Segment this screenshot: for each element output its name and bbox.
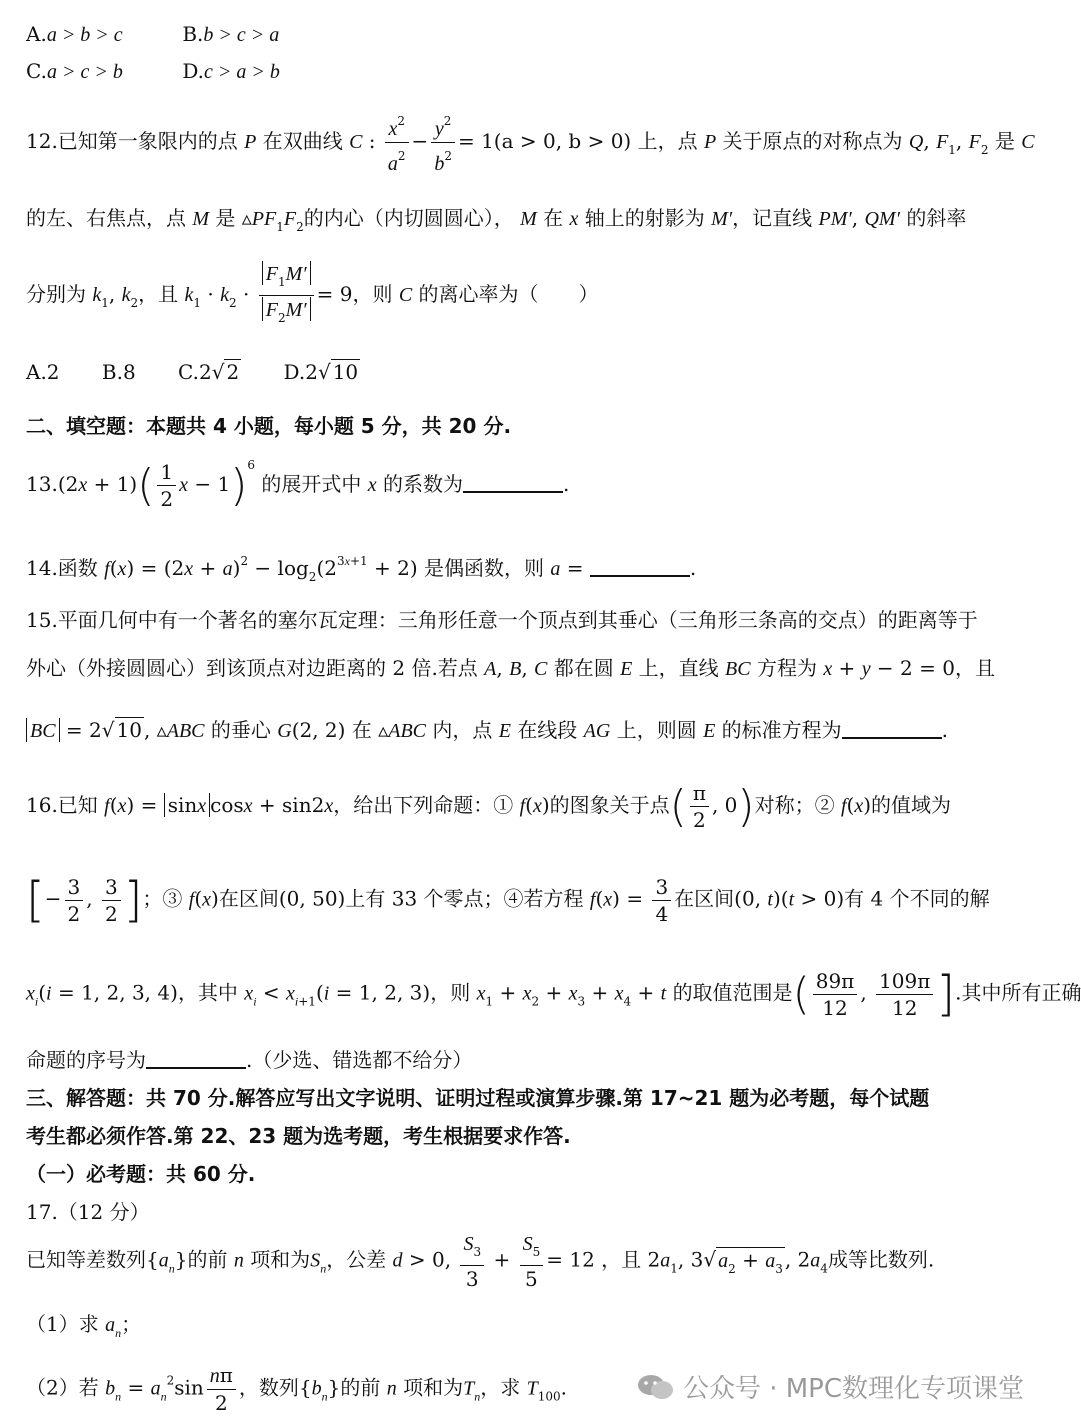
q16-l2c: 上有 33 个零点；④若方程 [345, 886, 584, 911]
q12-text-in: 在双曲线 [262, 129, 343, 153]
q12-cond: = 1(a > 0, b > 0) [457, 129, 632, 153]
q15-l3e: 上，则圆 [616, 718, 697, 742]
q14: 14.函数 $f(x) = (2x + a)^2 - \log_2(2^{3x+1} + 2)$ 是偶函数，则 a = . [26, 554, 697, 584]
q12-l2f: ，记直线 [732, 206, 813, 230]
q12-line-1: 12.已知第一象限内的点 P 在双曲线 C : $\frac{x^2}{a^2}$ − $\frac{y^2}{b^2}$ = 1(a > 0, b > 0) 上，点 P 关于原点的对称点为 Q, $F_1$, $F_2$ 是 C [26, 108, 1035, 177]
section-3-subtitle: （一）必考题：共 60 分. [26, 1162, 256, 1186]
q12-l2c: 的内心（内切圆圆心）， [303, 206, 514, 230]
q12-option-b: B.8 [101, 360, 136, 384]
q16-l3b: ，则 [430, 980, 471, 1005]
q15-l3c: 内，点 [432, 718, 493, 742]
section-3-title-line-1: 三、解答题：共 70 分.解答应写出文字说明、证明过程或演算步骤.第 17~21 题为必考题，每个试题 [26, 1086, 930, 1110]
option-c-expr: a > c > b [46, 61, 123, 83]
q12-l2a: 的左、右焦点，点 [26, 206, 186, 230]
q17-p1: （1）求 [26, 1312, 99, 1336]
q15-line-2: 外心（外接圆圆心）到该顶点对边距离的 2 倍.若点 A, B, C 都在圆 E 上，直线 BC 方程为 x + y − 2 = 0，且 [26, 656, 995, 680]
q17-p2a: （2）若 [26, 1375, 99, 1400]
q17-lf: 成等比数列. [827, 1247, 935, 1272]
q16-l3c: 的取值范围是 [672, 980, 793, 1005]
q12-is: 是 [994, 129, 1015, 153]
q12-option-a: A.2 [26, 360, 60, 384]
q13-text: 的展开式中 [261, 472, 362, 496]
q12-l3a: 分别为 [26, 282, 86, 306]
watermark [637, 1368, 1024, 1405]
q13-num: 13. [26, 472, 58, 496]
q13: 13.(2x + 1)( $\frac{1}{2}$ x − 1)$^6$ 的展开式中 x 的系数为 . [26, 458, 570, 511]
q14-answer-blank [590, 557, 690, 577]
q12-l2g: 的斜率 [906, 206, 967, 230]
q12-l3b: ，且 [138, 282, 179, 306]
q15-line-1: 15.平面几何中有一个著名的塞尔瓦定理：三角形任意一个顶点到其垂心（三角形三条高的交点）的距离等于 [26, 608, 978, 632]
q15-line-3: BC = 2√ 10 , ▵ABC 的垂心 G(2, 2) 在 ▵ABC 内，点 E 在线段 AG 上，则圆 E 的标准方程为 . [26, 714, 948, 743]
q17-part-2: （2）若 $b_n = a_n^2\sin$ $\frac{n\pi}{2}$ ，数列$\{b_n\}$的前 n 项和为$T_n$，求 $T_{100}$. [26, 1363, 567, 1415]
q16-line-2: [− $\frac{3}{2}$ , $\frac{3}{2}$ ]；③ f(x)在区间(0, 50)上有 33 个零点；④若方程 f(x) = $\frac{3}{4}$ 在区间(0, t)(t > 0)有 4 个不同的解 [26, 872, 990, 928]
option-b-label: B. [182, 22, 204, 46]
q16-l4b: .（少选、错选都不给分） [246, 1048, 473, 1072]
q12-option-c: C. [178, 360, 199, 384]
q13-tail: 的系数为 [383, 472, 464, 496]
q12-mid: 上，点 [637, 129, 698, 153]
q15-l2a: 外心（外接圆圆心）到该顶点对边距离的 2 倍.若点 [26, 656, 478, 680]
q16-l3d: .其中所有正确 [955, 980, 1081, 1005]
option-d-label: D. [182, 59, 205, 83]
q12-sym: 关于原点的对称点为 [722, 129, 903, 153]
q12-prefix: 12.已知第一象限内的点 [26, 129, 238, 153]
q15-l2e: ，且 [954, 656, 995, 680]
option-a-expr: a > b > c [46, 24, 123, 46]
wechat-icon [637, 1373, 675, 1401]
q12-l2b: 是 [215, 206, 236, 230]
q16-answer-blank [146, 1049, 246, 1069]
q16-l1b: ，给出下列命题：① [333, 793, 514, 817]
q15-l3a: 的垂心 [210, 718, 271, 742]
option-c-label: C. [26, 59, 47, 83]
section-3-title-line-2: 考生都必须作答.第 22、23 题为选考题，考生根据要求作答. [26, 1124, 571, 1148]
q15-l2b: 都在圆 [553, 656, 614, 680]
q15-l3b: 在 [351, 718, 372, 742]
q14-text: 是偶函数，则 [424, 556, 544, 580]
q12-line-2: 的左、右焦点，点 M 是 $▵PF_1F_2$的内心（内切圆圆心）， M 在 x 轴上的射影为 M′，记直线 PM′, QM′ 的斜率 [26, 206, 967, 234]
q16-l3a: ，其中 [177, 980, 238, 1005]
q16-l2d: 在区间 [674, 886, 735, 911]
q16-l1c: 的图象关于点 [549, 793, 670, 817]
q12-line-3: 分别为 $k_1$, $k_2$，且 $k_1 \cdot k_2$ · $\frac{F_1M'}{F_2M'}$ = 9，则 C 的离心率为（ ） [26, 260, 599, 331]
option-a-label: A. [26, 22, 47, 46]
q17-lb: 的前 [187, 1247, 228, 1272]
q13-answer-blank [463, 473, 563, 493]
q17-p2c: 的前 [340, 1375, 381, 1400]
q17-le: = 12 ，且 [546, 1247, 642, 1272]
q17-la: 已知等差数列 [26, 1247, 146, 1272]
q17-statement: 已知等差数列$\{a_n\}$的前 n 项和为$S_n$，公差 d > 0, $\frac{S_3}{3}$ + $\frac{S_5}{5}$ = 12 ，且 $2a_1$, 3√ $a_2 + a_3$ , $2a_4$成等比数列. [26, 1230, 934, 1292]
q17-head: 17.（12 分） [26, 1200, 150, 1224]
frac-x2-a2: $\frac{x^2}{a^2}$ [385, 108, 409, 177]
option-d-expr: c > a > b [204, 61, 280, 83]
q12-l3c: = 9，则 [316, 282, 393, 306]
q15-l2d: 方程为 [756, 656, 817, 680]
q17-part-1: （1）求 $a_n$； [26, 1312, 142, 1340]
q16-line-1: 16.已知 f(x) = sinx cosx + sin2x，给出下列命题：① f(x)的图象关于点( $\frac{\pi}{2}$ , 0)对称；② f(x)的值域为 [26, 781, 952, 832]
q16-l1a: 16.已知 [26, 793, 98, 817]
frac-f1m-f2m: $\frac{F_1M'}{F_2M'}$ [259, 260, 314, 331]
q16-l2b: 在区间 [218, 886, 279, 911]
q11-option-row-1 [26, 22, 319, 47]
q15-l3d: 在线段 [517, 718, 578, 742]
q17-p2b: ，数列 [238, 1375, 299, 1400]
q12-l3d: 的离心率为（ ） [418, 282, 599, 306]
q16-line-4 [26, 1044, 472, 1073]
q12-options: A.2 B.8 C.2√ 2 D.2√ 10 [26, 360, 359, 384]
q15-l3f: 的标准方程为 [721, 718, 842, 742]
frac-y2-b2: $\frac{y^2}{b^2}$ [431, 108, 455, 177]
q17-ld: ，公差 [326, 1247, 387, 1272]
q16-line-3: $x_i(i = 1$, 2, 3, 4)，其中 $x_i < x_{i+1}(i = 1$, 2, 3)，则 $x_1 + x_2 + x_3 + x_4 + t$ 的取值范围是( $\frac{89\pi}{12}$ , $\frac{109\pi}{12}$ ].其中所有正确 [26, 966, 1081, 1022]
q11-option-row-2 [26, 59, 320, 84]
q12-option-d: D. [283, 360, 306, 384]
q12-l2d: 在 [543, 206, 564, 230]
q15-l2c: 上，直线 [638, 656, 719, 680]
q17-lc: 项和为 [250, 1247, 311, 1272]
q14-num: 14.函数 [26, 556, 98, 580]
q16-l1d: 对称；② [754, 793, 835, 817]
q16-l1e: 的值域为 [871, 793, 952, 817]
watermark-text: 公众号 · MPC数理化专项课堂 [682, 1374, 1024, 1404]
q12-l2e: 轴上的射影为 [584, 206, 705, 230]
q17-p2e: ，求 [480, 1375, 521, 1400]
q15-answer-blank [842, 719, 942, 739]
q16-l2a: ；③ [142, 886, 183, 911]
q17-p1-tail: ； [121, 1312, 142, 1336]
section-2-title: 二、填空题：本题共 4 小题，每小题 5 分，共 20 分. [26, 414, 512, 438]
option-b-expr: b > c > a [203, 24, 280, 46]
q17-p2d: 项和为 [403, 1375, 464, 1400]
q16-l2e: 有 4 个不同的解 [844, 886, 990, 911]
q16-l4a: 命题的序号为 [26, 1048, 146, 1072]
